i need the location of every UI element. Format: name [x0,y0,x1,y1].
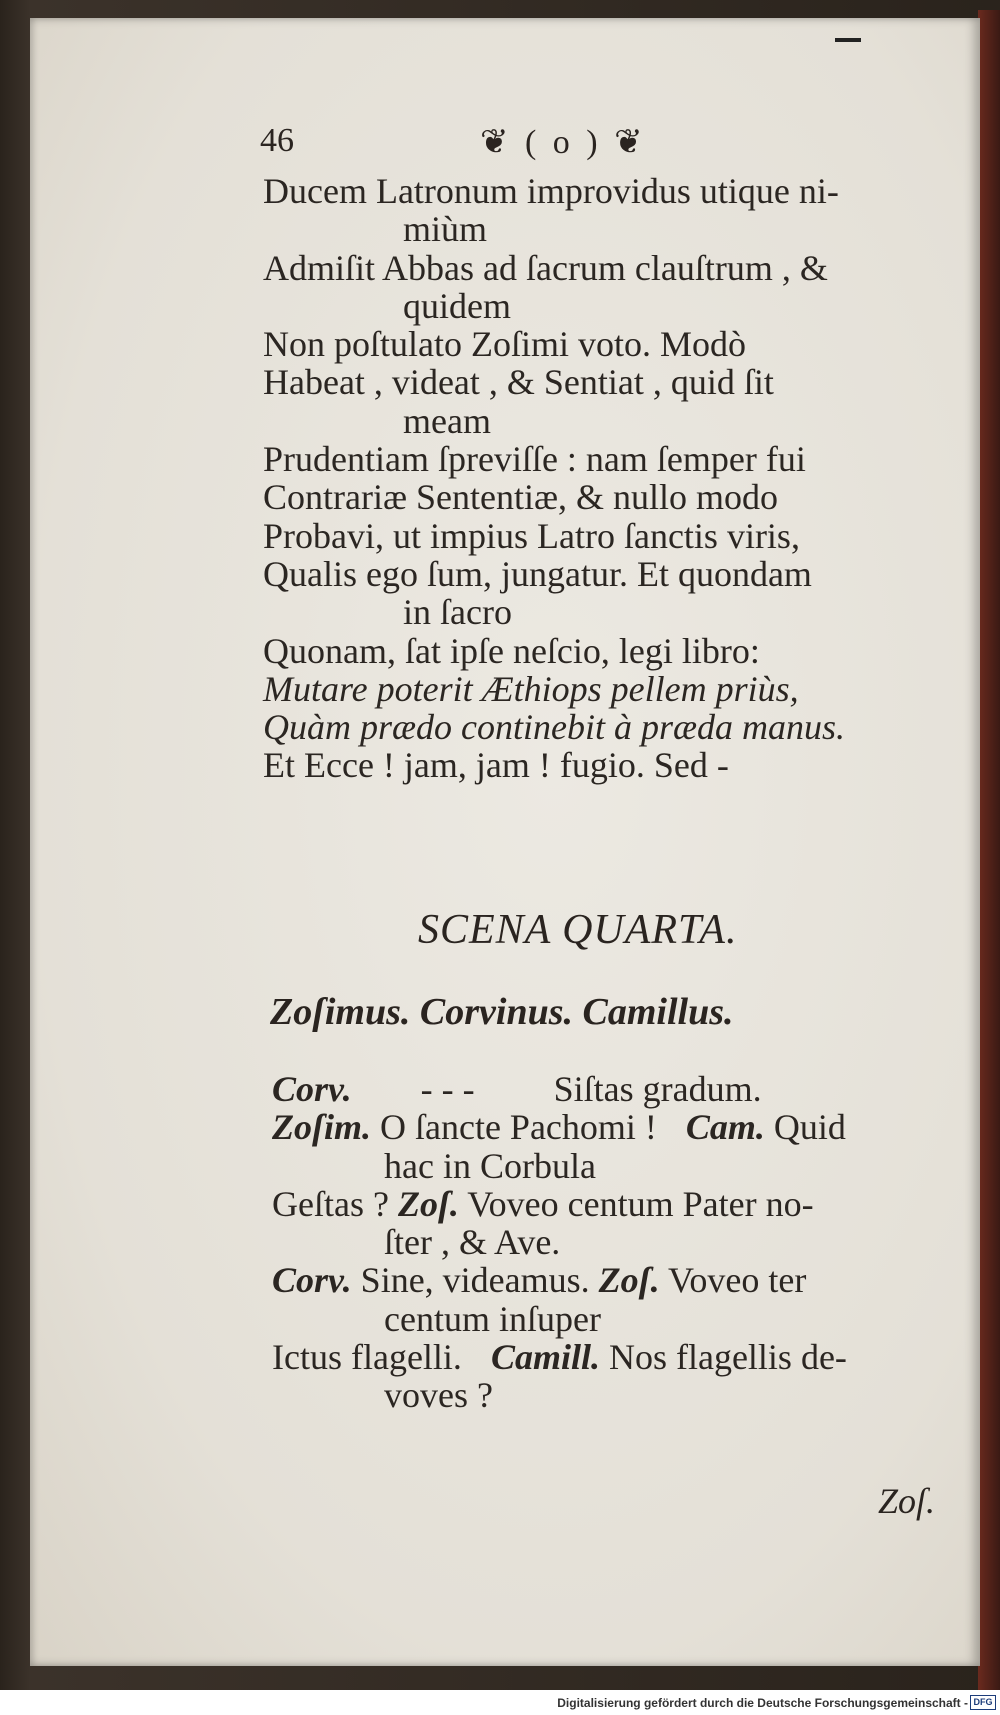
speaker: Zoſ. [397,1183,459,1224]
speaker: Camill. [490,1337,600,1378]
verse-line: Qualis ego ſum, jungatur. Et quondam [263,553,812,594]
verse-line: quidem [403,285,511,326]
speaker: Zoſim. [272,1107,371,1148]
verse-line: Admiſit Abbas ad ſacrum clauſtrum , & [263,247,828,288]
verse-line: Et Ecce ! jam, jam ! fugio. Sed - [263,745,729,786]
verse-line: miùm [403,209,488,250]
dash: - - - [420,1069,475,1109]
dialog-text: Voveo ter [668,1260,807,1301]
verse-line: Mutare poterit Æthiops pellem priùs, [263,668,799,709]
verse-line: in ſacro [403,592,512,633]
scene-title: SCENA QUARTA. [418,907,738,953]
verse-line: Contrariæ Sententiæ, & nullo modo [263,477,778,518]
speaker: Cam. [685,1107,765,1148]
verse-line: Non poſtulato Zoſimi voto. Modò [263,324,746,365]
catchword: Zoſ. [878,1481,936,1521]
page-mark [835,38,861,42]
dialog-line [272,1376,982,1414]
dialog-line [272,1147,982,1185]
dfg-logo-icon: DFG [970,1695,996,1710]
book-cover-edge [978,10,1000,1690]
speaker: Corv. [272,1260,352,1301]
footer-credit: Digitalisierung gefördert durch die Deutsche Forschungsgemeinschaft - [557,1696,968,1710]
verse-line: Habeat , videat , & Sentiat , quid ſit [263,362,774,403]
dialog-line [272,1261,982,1299]
dialog-text: Ictus flagelli. [272,1337,462,1378]
dialog-line [272,1108,982,1146]
dialog-line [272,1338,982,1376]
verse-line: Quonam, ſat ipſe neſcio, legi libro: [263,630,760,671]
verse-line: Prudentiam ſpreviſſe : nam ſemper fui [263,439,806,480]
verse-line: Quàm prædo continebit à præda manus. [263,707,846,748]
verse-block [263,172,973,785]
speaker: Zoſ. [598,1260,660,1301]
dialog-text: Siſtas gradum. [553,1069,762,1109]
dialog-text: centum inſuper [384,1298,601,1339]
dialog-text: voves ? [384,1375,493,1416]
verse-line: Probavi, ut impius Latro ſanctis viris, [263,515,800,556]
dialog-text: hac in Corbula [384,1145,596,1186]
digitization-footer [0,1690,1000,1715]
dialog-line [272,1185,982,1223]
dialog-line [272,1223,982,1261]
verse-line: meam [403,400,491,441]
page-header [260,122,760,172]
dialog-text: Quid [773,1107,846,1148]
page-number: 46 [260,122,294,159]
dialog-text: Sine, videamus. [360,1260,590,1301]
dialog-text: ſter , & Ave. [384,1222,561,1263]
dialog-text: Nos flagellis de- [608,1337,847,1378]
cast-list: Zoſimus. Corvinus. Camillus. [270,991,734,1033]
dialog-text: Voveo centum Pater no- [467,1183,814,1224]
speaker: Corv. [272,1069,352,1109]
verse-line: Ducem Latronum improvidus utique ni- [263,171,839,211]
dialog-line [272,1300,982,1338]
header-ornament: ❦ ( o ) ❦ [480,124,647,161]
dialog-line [272,1070,982,1108]
dialog-text: O ſancte Pachomi ! [379,1107,657,1148]
dialog-text: Geſtas ? [272,1183,389,1224]
dialog-block [272,1070,982,1415]
